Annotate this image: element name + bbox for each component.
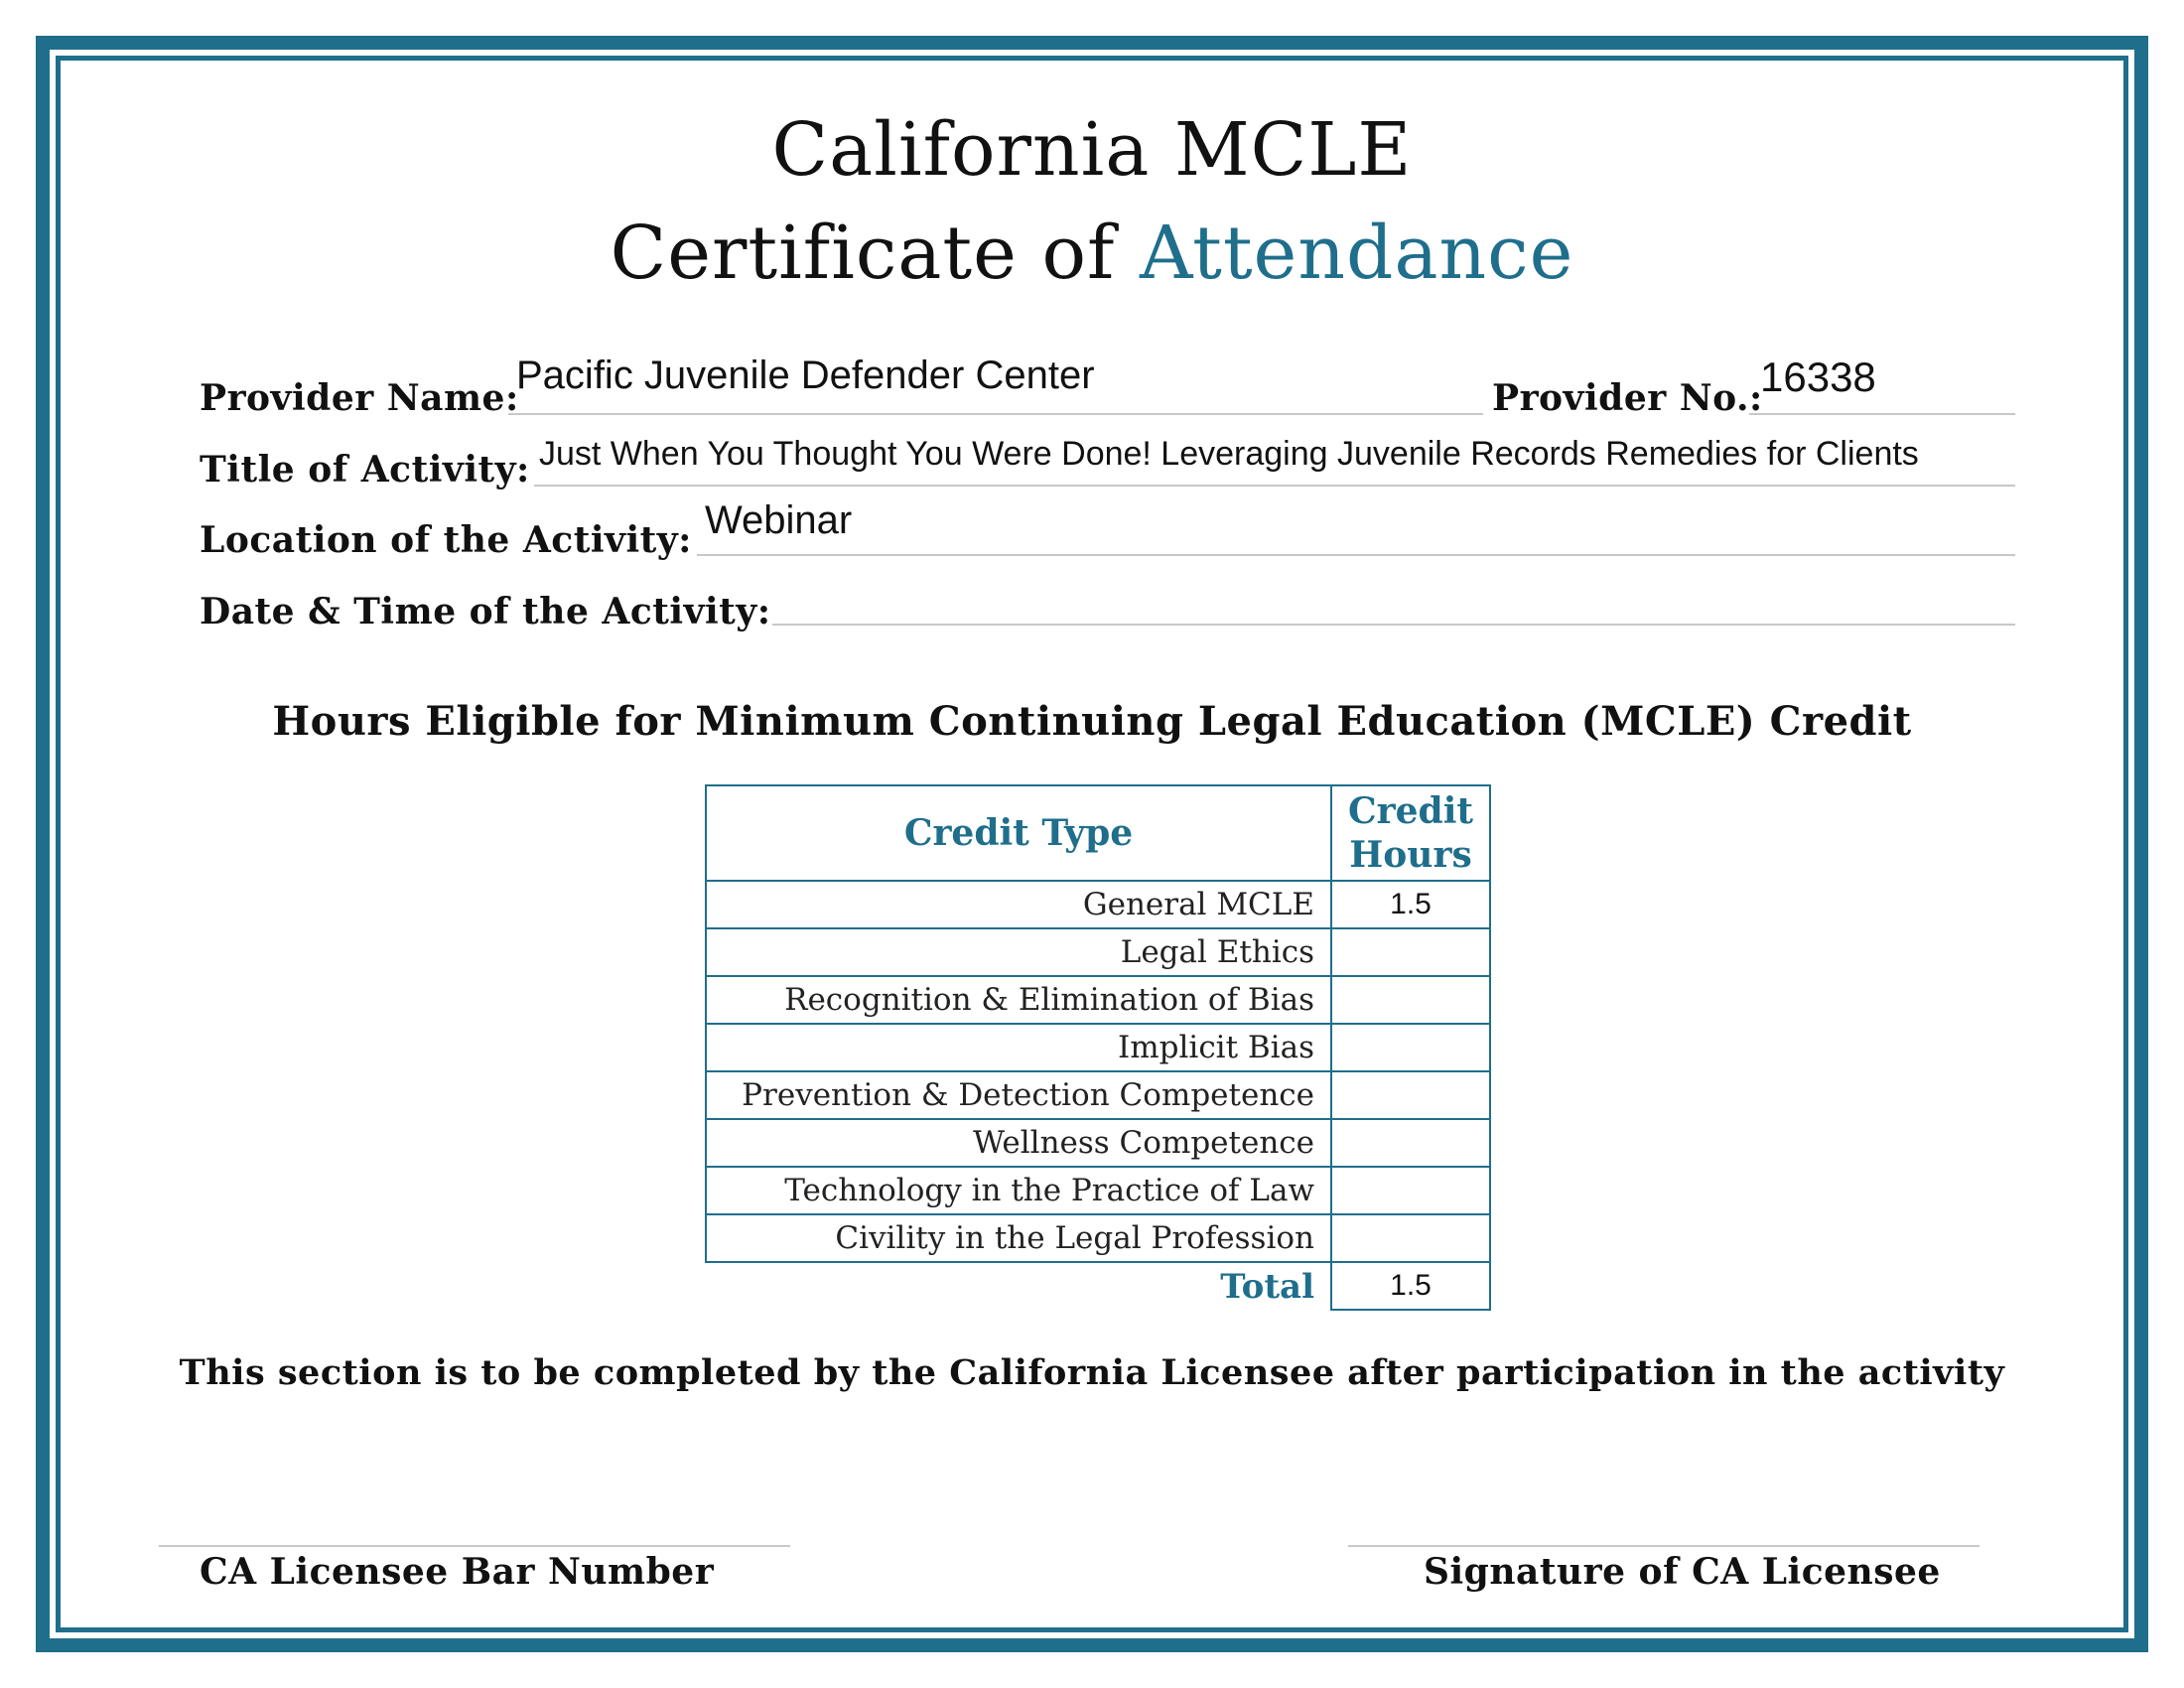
credit-hours-cell xyxy=(1331,928,1490,976)
credit-hours-cell: 1.5 xyxy=(1331,881,1490,928)
credit-type-cell: Technology in the Practice of Law xyxy=(706,1167,1331,1214)
table-row xyxy=(706,928,1490,976)
credit-hours-cell xyxy=(1331,1214,1490,1262)
total-row xyxy=(706,1262,1490,1310)
credit-type-cell: Recognition & Elimination of Bias xyxy=(706,976,1331,1024)
datetime-label: Date & Time of the Activity: xyxy=(200,591,771,633)
table-row xyxy=(706,881,1490,928)
datetime-line xyxy=(772,624,2015,626)
provider-name-label: Provider Name: xyxy=(200,377,519,419)
subtitle-prefix: Certificate of xyxy=(610,211,1140,296)
credit-type-cell: Prevention & Detection Competence xyxy=(706,1071,1331,1119)
location-line xyxy=(697,554,2015,556)
credits-table-header xyxy=(706,785,1490,881)
table-row xyxy=(706,1071,1490,1119)
credit-type-header: Credit Type xyxy=(706,785,1331,881)
credit-hours-cell xyxy=(1331,1119,1490,1167)
credit-hours-header-line2: Hours xyxy=(1349,834,1472,876)
provider-no-line xyxy=(1749,413,2015,415)
subtitle-accent: Attendance xyxy=(1139,211,1574,296)
bar-number-label: CA Licensee Bar Number xyxy=(200,1551,715,1593)
signature-label: Signature of CA Licensee xyxy=(1424,1551,1941,1593)
certificate-subtitle xyxy=(0,211,2184,296)
credit-hours-header xyxy=(1331,785,1490,881)
credit-hours-header-line1: Credit xyxy=(1348,790,1473,832)
credit-type-cell: Wellness Competence xyxy=(706,1119,1331,1167)
certificate-title: California MCLE xyxy=(771,107,1413,193)
provider-name-value: Pacific Juvenile Defender Center xyxy=(516,353,1095,397)
credit-hours-cell xyxy=(1331,1071,1490,1119)
activity-title-label: Title of Activity: xyxy=(200,449,530,491)
provider-no-label: Provider No.: xyxy=(1492,377,1763,419)
total-label: Total xyxy=(706,1262,1331,1310)
credit-type-cell: Implicit Bias xyxy=(706,1024,1331,1071)
provider-name-line xyxy=(508,413,1483,415)
credit-hours-cell xyxy=(1331,976,1490,1024)
activity-title-line xyxy=(534,485,2015,487)
location-value: Webinar xyxy=(705,498,853,542)
credit-hours-cell xyxy=(1331,1024,1490,1071)
table-row xyxy=(706,1214,1490,1262)
credit-type-cell: Civility in the Legal Profession xyxy=(706,1214,1331,1262)
table-row xyxy=(706,1024,1490,1071)
licensee-note: This section is to be completed by the California Licensee after participation in the activity xyxy=(179,1352,2005,1393)
credit-section-heading: Hours Eligible for Minimum Continuing Legal Education (MCLE) Credit xyxy=(272,698,1912,745)
signature-line xyxy=(1348,1545,1979,1547)
provider-no-value: 16338 xyxy=(1760,353,1876,400)
table-row xyxy=(706,1119,1490,1167)
table-row xyxy=(706,976,1490,1024)
credit-type-cell: General MCLE xyxy=(706,881,1331,928)
location-label: Location of the Activity: xyxy=(200,519,692,561)
credit-hours-cell xyxy=(1331,1167,1490,1214)
credits-table xyxy=(705,784,1491,1311)
activity-title-value: Just When You Thought You Were Done! Leveraging Juvenile Records Remedies for Clients xyxy=(539,435,1919,473)
total-value: 1.5 xyxy=(1331,1262,1490,1310)
table-row xyxy=(706,1167,1490,1214)
bar-number-line xyxy=(159,1545,790,1547)
credit-type-cell: Legal Ethics xyxy=(706,928,1331,976)
